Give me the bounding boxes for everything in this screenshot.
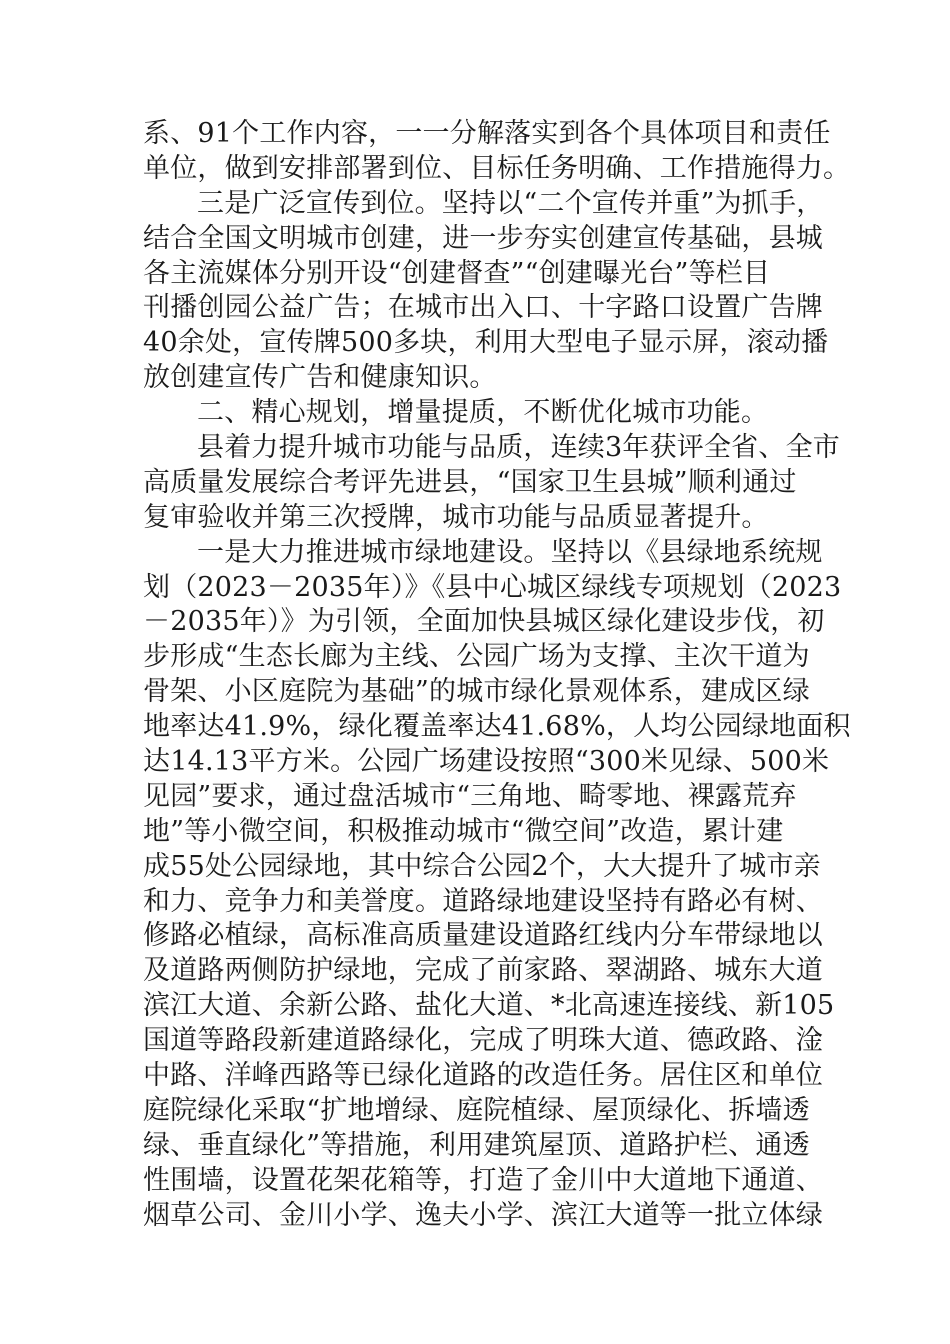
text-line: 成55处公园绿地，其中综合公园2个，大大提升了城市亲: [143, 850, 821, 882]
text-line: 高质量发展综合考评先进县，“国家卫生县城”顺利通过: [143, 466, 797, 498]
text-line: 二、精心规划，增量提质，不断优化城市功能。: [197, 397, 769, 429]
text-line: 滨江大道、余新公路、盐化大道、*北高速连接线、新105: [143, 990, 835, 1022]
text-line: 绿、垂直绿化”等措施，利用建筑屋顶、道路护栏、通透: [143, 1129, 810, 1161]
text-line: 及道路两侧防护绿地，完成了前家路、翠湖路、城东大道: [143, 955, 823, 987]
text-line: 放创建宣传广告和健康知识。: [143, 362, 497, 394]
text-line: 性围墙，设置花架花箱等，打造了金川中大道地下通道、: [143, 1164, 823, 1196]
text-line: 见园”要求，通过盘活城市“三角地、畸零地、裸露荒弃: [143, 780, 797, 812]
text-line: 一是大力推进城市绿地建设。坚持以《县绿地系统规: [197, 536, 823, 568]
text-line: 县着力提升城市功能与品质，连续3年获评全省、全市: [197, 432, 840, 464]
text-line: 烟草公司、金川小学、逸夫小学、滨江大道等一批立体绿: [143, 1199, 823, 1231]
text-line: 结合全国文明城市创建，进一步夯实创建宣传基础，县城: [143, 222, 823, 254]
text-line: 系、91个工作内容，一一分解落实到各个具体项目和责任: [143, 118, 831, 149]
text-line: －2035年）》为引领，全面加快县城区绿化建设步伐，初: [143, 606, 825, 638]
text-line: 划（2023－2035年）》《县中心城区绿线专项规划（2023: [143, 571, 842, 603]
text-line: 步形成“生态长廊为主线、公园广场为支撑、主次干道为: [143, 641, 810, 673]
text-line: 40余处，宣传牌500多块，利用大型电子显示屏，滚动播: [143, 327, 829, 359]
text-line: 中路、洋峰西路等已绿化道路的改造任务。居住区和单位: [143, 1060, 823, 1092]
text-line: 地率达41.9%，绿化覆盖率达41.68%，人均公园绿地面积: [143, 711, 851, 743]
text-line: 达14.13平方米。公园广场建设按照“300米见绿、500米: [143, 746, 830, 778]
text-line: 各主流媒体分别开设“创建督查”“创建曝光台”等栏目: [143, 257, 771, 289]
document-body: [143, 117, 851, 1234]
text-line: 刊播创园公益广告；在城市出入口、十字路口设置广告牌: [143, 292, 823, 324]
text-line: 地”等小微空间，积极推动城市“微空间”改造，累计建: [143, 815, 784, 847]
text-line: 和力、竞争力和美誉度。道路绿地建设坚持有路必有树、: [143, 885, 823, 917]
text-line: 骨架、小区庭院为基础”的城市绿化景观体系，建成区绿: [143, 676, 810, 708]
text-line: 三是广泛宣传到位。坚持以“二个宣传并重”为抓手，: [197, 187, 824, 219]
text-line: 庭院绿化采取“扩地增绿、庭院植绿、屋顶绿化、拆墙透: [143, 1094, 810, 1126]
text-line: 单位，做到安排部署到位、目标任务明确、工作措施得力。: [143, 152, 851, 184]
text-line: 修路必植绿，高标准高质量建设道路红线内分车带绿地以: [143, 920, 823, 952]
text-line: 复审验收并第三次授牌，城市功能与品质显著提升。: [143, 501, 769, 533]
text-line: 国道等路段新建道路绿化，完成了明珠大道、德政路、淦: [143, 1025, 823, 1057]
